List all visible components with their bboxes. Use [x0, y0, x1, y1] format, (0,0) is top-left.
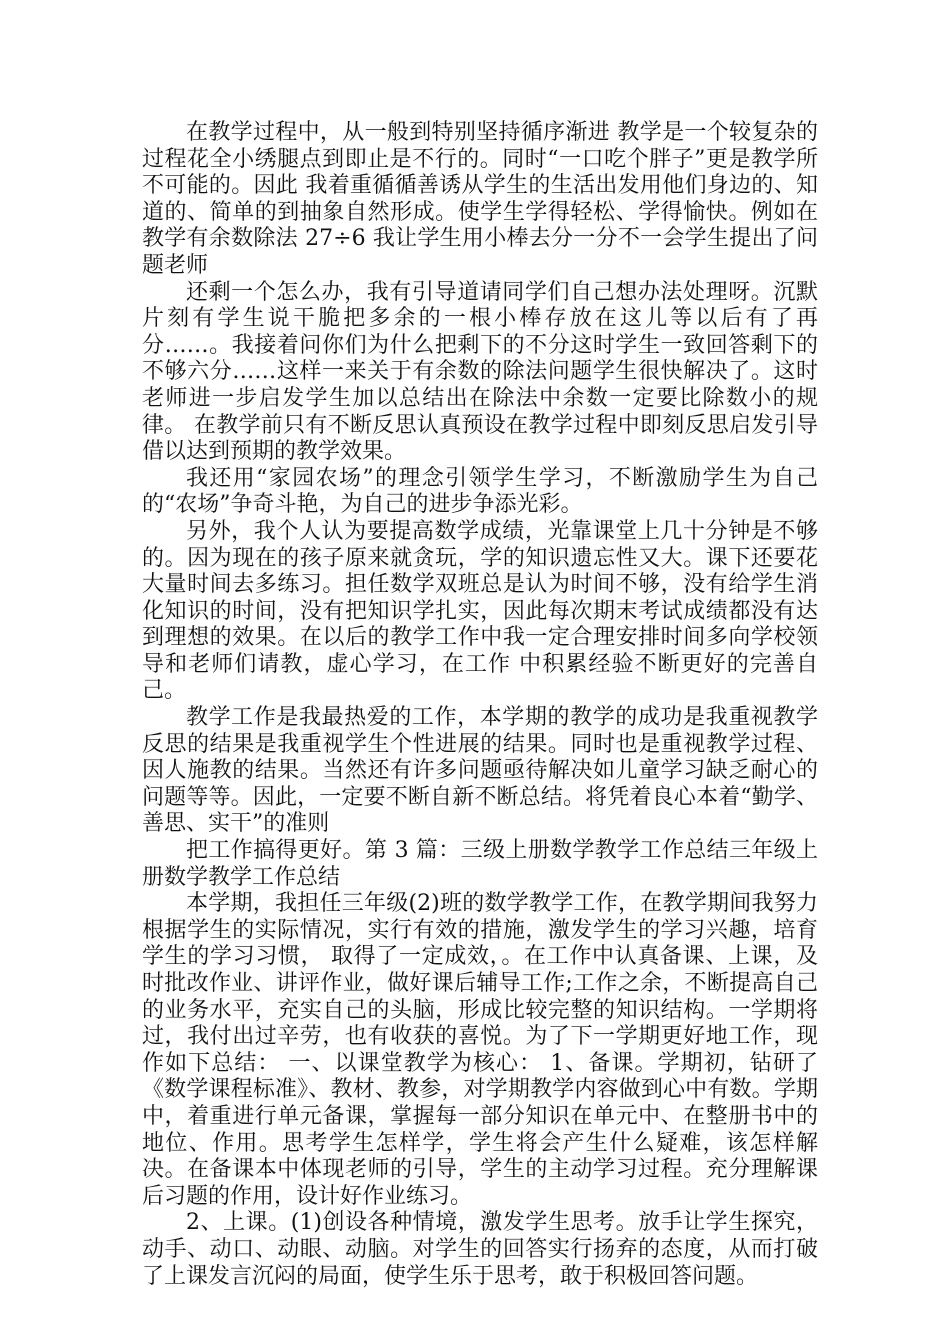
document-page: [142, 120, 818, 1290]
paragraph-remainder-division: 还剩一个怎么办，我有引导道请同学们自己想办法处理呀。沉默片刻有学生说干脆把多余的一根小棒存放在这儿等以后有了再分……。我接着问你们为什么把剩下的不分这时学生一致回答剩下的不够六分……这样一来关于有余数的除法问题学生很快解决了。这时老师进一步启发学生加以总结出在除法中余数一定要比除数小的规律。 在教学前只有不断反思认真预设在教学过程中即刻反思启发引导借以达到预期的教学效果。: [142, 279, 818, 465]
paragraph-semester-summary: 本学期，我担任三年级(2)班的数学教学工作，在教学期间我努力根据学生的实际情况，实行有效的措施，激发学生的学习兴趣，培育学生的学习习惯， 取得了一定成效，。在工作中认真备课、上课，及时批改作业、讲评作业，做好课后辅导工作;工作之余，不断提高自己的业务水平，充实自己的头脑，形成比较完整的知识结构。一学期将过，我付出过辛劳，也有收获的喜悦。为了下一学期更好地工作，现作如下总结： 一、以课堂教学为核心： 1、备课。学期初，钻研了《数学课程标准》、教材、教参，对学期教学内容做到心中有数。学期中，着重进行单元备课，掌握每一部分知识在单元中、在整册书中的地位、作用。思考学生怎样学，学生将会产生什么疑难，该怎样解决。在备课本中体现老师的引导，学生的主动学习过程。充分理解课后习题的作用，设计好作业练习。: [142, 891, 818, 1209]
paragraph-extra-practice: 另外，我个人认为要提高数学成绩，光靠课堂上几十分钟是不够的。因为现在的孩子原来就贪玩，学的知识遗忘性又大。课下还要花大量时间去多练习。担任数学双班总是认为时间不够，没有给学生消化知识的时间，没有把知识学扎实，因此每次期末考试成绩都没有达到理想的效果。在以后的教学工作中我一定合理安排时间多向学校领导和老师们请教，虚心学习，在工作 中积累经验不断更好的完善自己。: [142, 518, 818, 704]
paragraph-class-teaching: 2、上课。(1)创设各种情境，激发学生思考。放手让学生探究，动手、动口、动眼、动脑。对学生的回答实行扬弃的态度，从而打破了上课发言沉闷的局面，使学生乐于思考，敢于积极回答问题。: [142, 1210, 818, 1289]
paragraph-reflection: 教学工作是我最热爱的工作，本学期的教学的成功是我重视教学反思的结果是我重视学生个性进展的结果。同时也是重视教学过程、因人施教的结果。当然还有许多问题亟待解决如儿童学习缺乏耐心的问题等等。因此，一定要不断自新不断总结。将凭着良心本着“勤学、善思、实干”的准则: [142, 705, 818, 837]
paragraph-section-heading: 把工作搞得更好。第 3 篇：三级上册数学教学工作总结三年级上册数学教学工作总结: [142, 838, 818, 890]
paragraph-home-farm: 我还用“家园农场”的理念引领学生学习，不断激励学生为自己的“农场”争奇斗艳，为自己的进步争添光彩。: [142, 465, 818, 518]
paragraph-teaching-process: 在教学过程中，从一般到特别坚持循序渐进 教学是一个较复杂的过程花全小绣腿点到即止是不行的。同时“一口吃个胖子”更是教学所不可能的。因此 我着重循循善诱从学生的生活出发用他们身边的、知道的、简单的到抽象自然形成。使学生学得轻松、学得愉快。例如在教学有余数除法 27÷6 我让学生用小棒去分一分不一会学生提出了问题老师: [142, 120, 818, 278]
